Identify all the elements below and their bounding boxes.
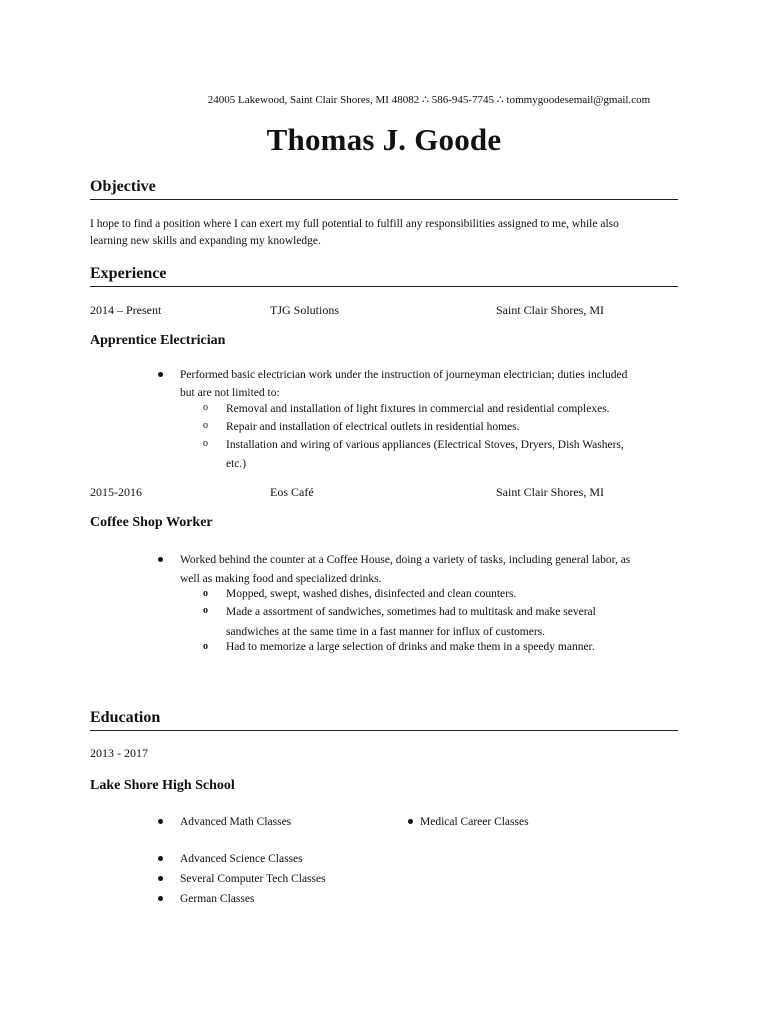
contact-line: 24005 Lakewood, Saint Clair Shores, MI 48082 ∴ 586-945-7745 ∴ tommygoodesemail@gmail.com: [207, 94, 651, 106]
education-heading: Education: [90, 709, 161, 726]
sub-bullet-icon: o: [203, 588, 208, 599]
class-item: Advanced Math Classes: [180, 816, 292, 828]
sub-bullet-icon: o: [203, 605, 208, 616]
sub-bullet-icon: o: [203, 438, 208, 449]
bullet-icon: [158, 819, 163, 824]
job-role: Coffee Shop Worker: [90, 515, 213, 530]
duty-line: Performed basic electrician work under the instruction of journeyman electrician; duties included: [180, 369, 628, 381]
class-item: German Classes: [180, 893, 255, 905]
objective-divider: [90, 199, 678, 200]
duty-line: Worked behind the counter at a Coffee House, doing a variety of tasks, including general labor, as: [180, 554, 631, 566]
school-name: Lake Shore High School: [90, 778, 235, 793]
education-divider: [90, 730, 678, 731]
job-location: Saint Clair Shores, MI: [496, 303, 604, 317]
candidate-name: Thomas J. Goode: [266, 122, 502, 157]
sub-duty-line: Mopped, swept, washed dishes, disinfected and clean counters.: [226, 588, 517, 600]
class-item: Advanced Science Classes: [180, 853, 303, 865]
objective-text-line-1: I hope to find a position where I can exert my full potential to fulfill any responsibilities assigned to me, while also: [90, 218, 619, 230]
education-dates: 2013 - 2017: [90, 746, 148, 760]
sub-duty-line-continued: etc.): [226, 458, 247, 470]
duty-line: well as making food and specialized drinks.: [180, 573, 382, 585]
bullet-icon: [158, 876, 163, 881]
class-item: Medical Career Classes: [420, 816, 529, 828]
bullet-icon: [158, 372, 163, 377]
sub-bullet-icon: o: [203, 402, 208, 413]
sub-bullet-icon: o: [203, 641, 208, 652]
sub-duty-line: Made a assortment of sandwiches, sometimes had to multitask and make several: [226, 606, 596, 618]
job-company: Eos Café: [270, 485, 314, 499]
objective-text-line-2: learning new skills and expanding my knowledge.: [90, 235, 321, 247]
duty-line: but are not limited to:: [180, 387, 280, 399]
sub-duty-line: Had to memorize a large selection of drinks and make them in a speedy manner.: [226, 641, 595, 653]
bullet-icon: [158, 896, 163, 901]
bullet-icon: [158, 856, 163, 861]
bullet-icon: [408, 819, 413, 824]
experience-divider: [90, 286, 678, 287]
sub-duty-line: Removal and installation of light fixtures in commercial and residential complexes.: [226, 403, 610, 415]
sub-duty-line-continued: sandwiches at the same time in a fast manner for influx of customers.: [226, 626, 546, 638]
sub-duty-line: Repair and installation of electrical outlets in residential homes.: [226, 421, 520, 433]
class-item: Several Computer Tech Classes: [180, 873, 326, 885]
job-role: Apprentice Electrician: [90, 333, 226, 348]
job-company: TJG Solutions: [270, 303, 340, 317]
sub-bullet-icon: o: [203, 420, 208, 431]
job-dates: 2014 – Present: [90, 303, 162, 317]
experience-heading: Experience: [90, 265, 167, 282]
job-location: Saint Clair Shores, MI: [496, 485, 604, 499]
bullet-icon: [158, 557, 163, 562]
objective-heading: Objective: [90, 178, 156, 195]
sub-duty-line: Installation and wiring of various appliances (Electrical Stoves, Dryers, Dish Washers,: [226, 439, 624, 451]
job-dates: 2015-2016: [90, 485, 142, 499]
